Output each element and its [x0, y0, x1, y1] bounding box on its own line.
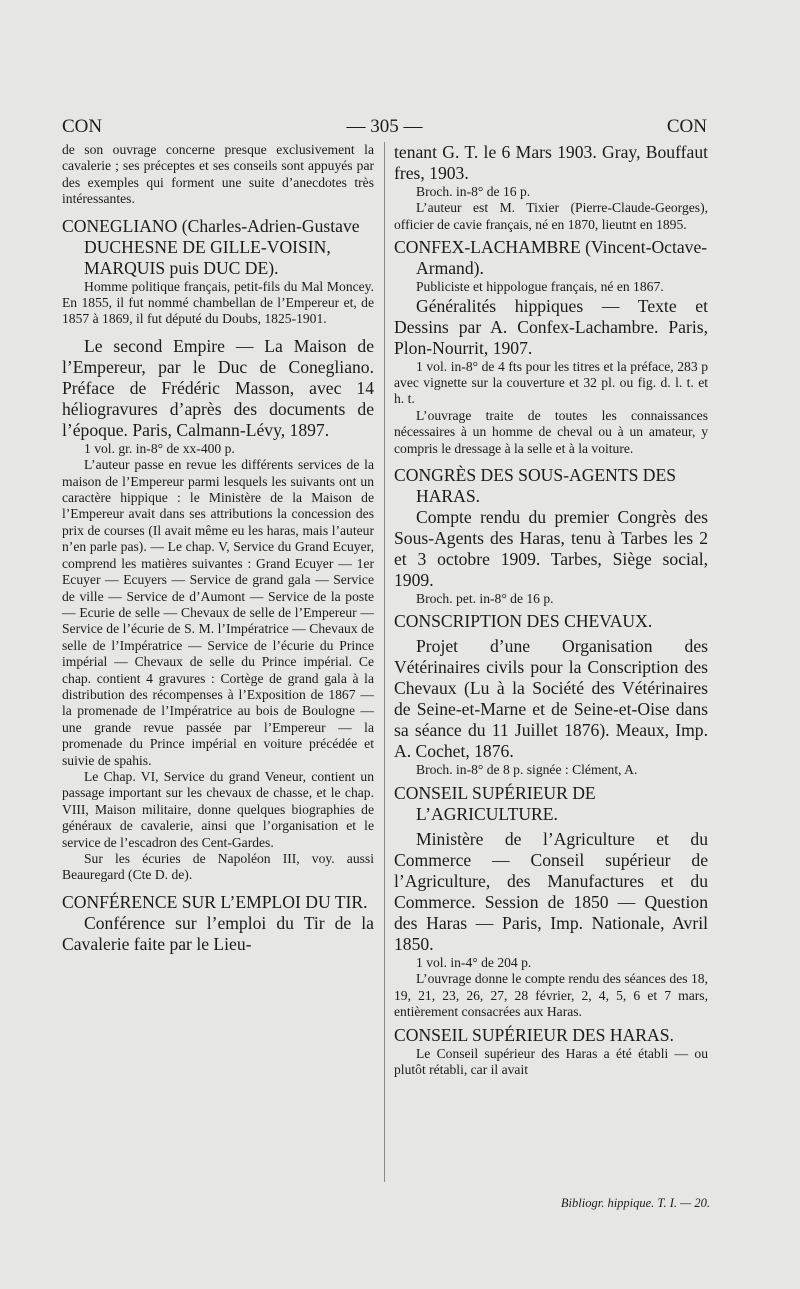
header-right: CON [666, 116, 707, 137]
entry-heading: CONSEIL SUPÉRIEUR DES HARAS. [394, 1024, 674, 1045]
entry-note: 1 vol. in-8° de 4 fts pour les titres et la préface, 283 p avec vignette sur la couverture et 32 pl. ou fig. d. l. t. et h. t. [394, 358, 708, 407]
entry-note: L’auteur est M. Tixier (Pierre-Claude-Georges), officier de cavie français, né en 1870, lieutnt en 1895. [394, 200, 708, 232]
entry-note: 1 vol. in-4° de 204 p. [416, 954, 532, 970]
entry-note: Publiciste et hippologue français, né en 1867. [416, 279, 664, 295]
entry-note: Homme politique français, petit-fils du Mal Moncey. En 1855, il fut nommé chambellan de l’Empereur et, de 1857 à 1869, il fut député du Doubs, 1825-1901. [62, 278, 374, 327]
entry-heading: CONSCRIPTION DES CHEVAUX. [394, 611, 653, 632]
spacer [62, 328, 374, 336]
entry-title: Conférence sur l’emploi du Tir de la Cavalerie faite par le Lieu- [62, 912, 374, 954]
entry-note: Broch. in-8° de 16 p. [416, 184, 531, 199]
entry-title: Ministère de l’Agriculture et du Commerce — Conseil supérieur de l’Agriculture, des Manufactures et du Commerce. Session de 1850 — Question des Haras — Paris, Imp. Nationale, Avril 1850. [394, 828, 708, 954]
column-divider [384, 142, 385, 1182]
entry-title: Le second Empire — La Maison de l’Empereur, par le Duc de Conegliano. Préface de Frédéric Masson, avec 14 héliogravures d’après des documents de l’époque. Paris, Calmann-Lévy, 1897. [62, 335, 374, 440]
entry-heading: CONFÉRENCE SUR L’EMPLOI DU TIR. [62, 891, 368, 912]
entry-title: tenant G. T. le 6 Mars 1903. Gray, Bouffaut fres, 1903. [394, 142, 708, 183]
entry-note: de son ouvrage concerne presque exclusivement la cavalerie ; ses préceptes et ses conseils sont appuyés par des exemples qui forment une suite d’anecdotes très intéressantes. [62, 142, 374, 207]
entry-heading: CONSEIL SUPÉRIEUR DE L’AGRICULTURE. [394, 782, 596, 824]
right-column [394, 142, 708, 1078]
entry-note: L’ouvrage donne le compte rendu des séances des 18, 19, 21, 23, 26, 27, 28 février, 2, 4, 5, 6 et 7 mars, entièrement consacrées aux Haras. [394, 971, 708, 1020]
entry-note: Sur les écuries de Napoléon III, voy. aussi Beauregard (Cte D. de). [62, 851, 374, 883]
entry-note: Le Chap. VI, Service du grand Veneur, contient un passage important sur les chevaux de chasse, et le chap. VIII, Maison militaire, donne quelques biographies de généraux de cavalerie, ainsi que l’organisation et le service de l’escadron des Cent-Gardes. [62, 768, 374, 850]
entry-note: Broch. in-8° de 8 p. signée : Clément, A. [416, 762, 638, 778]
footer-signature: Bibliogr. hippique. T. I. — 20. [560, 1196, 710, 1210]
header-left: CON [62, 116, 103, 137]
left-column [62, 142, 374, 955]
entry-title: Compte rendu du premier Congrès des Sous-Agents des Haras, tenu à Tarbes les 2 et 3 octobre 1909. Tarbes, Siège social, 1909. [394, 507, 708, 591]
running-header [62, 116, 707, 140]
entry-heading: CONGRÈS DES SOUS-AGENTS DES HARAS. [394, 465, 677, 507]
entry-note: Broch. pet. in-8° de 16 p. [416, 591, 554, 607]
spacer [394, 457, 708, 465]
entry-note: L’ouvrage traite de toutes les connaissances nécessaires à un homme de cheval ou à un amateur, y compris le dressage à la selle et à la voiture. [394, 407, 708, 456]
entry-heading: CONFEX-LACHAMBRE (Vincent-Octave-Armand). [394, 237, 708, 279]
spacer [62, 884, 374, 892]
entry-title: Généralités hippiques — Texte et Dessins par A. Confex-Lachambre. Paris, Plon-Nourrit, 1907. [394, 295, 708, 358]
spacer [62, 208, 374, 216]
entry-note: Le Conseil supérieur des Haras a été établi — ou plutôt rétabli, car il avait [394, 1045, 708, 1077]
entry-note: L’auteur passe en revue les différents services de la maison de l’Empereur parmi lesquels les suivants ont un caractère hippique : le Ministère de la Maison de l’Empereur avait dans ses attributions la concession des prix de courses (Il avait même eu les haras, mais l’auteur n’en parle pas). — Le chap. V, Service du Grand Ecuyer, comprend les matières suivantes : Grand Ecuyer — 1er Ecuyer — Ecuyers — Service de grand gala — Service de ville — Service de d’Aumont — Service de la poste — Ecurie de selle — Chevaux de selle de l’Empereur — Service de l’écurie de S. M. l’Impératrice — Chevaux de selle de l’Impératrice — Service de l’écurie du Prince impérial — Chevaux de selle du Prince impérial. Ce chap. contient 4 gravures : Cortège de grand gala à la distribution des récompenses à l’Exposition de 1867 — la promenade de l’Impératrice au bois de Boulogne — une grande revue passée par l’Empereur — la promenade du Prince impérial en voiture précédée et suivie de spahis. [62, 457, 374, 768]
page-number: — 305 — [346, 116, 423, 137]
entry-heading: CONEGLIANO (Charles-Adrien-Gustave DUCHESNE DE GILLE-VOISIN, MARQUIS puis DUC DE). [62, 215, 360, 278]
entry-title: Projet d’une Organisation des Vétérinaires civils pour la Conscription des Chevaux (Lu à la Société des Vétérinaires de Seine-et-Marne et de Seine-et-Oise dans sa séance du 11 Juillet 1876). Meaux, Imp. A. Cochet, 1876. [394, 636, 708, 762]
entry-note: 1 vol. gr. in-8° de xx-400 p. [84, 440, 235, 456]
